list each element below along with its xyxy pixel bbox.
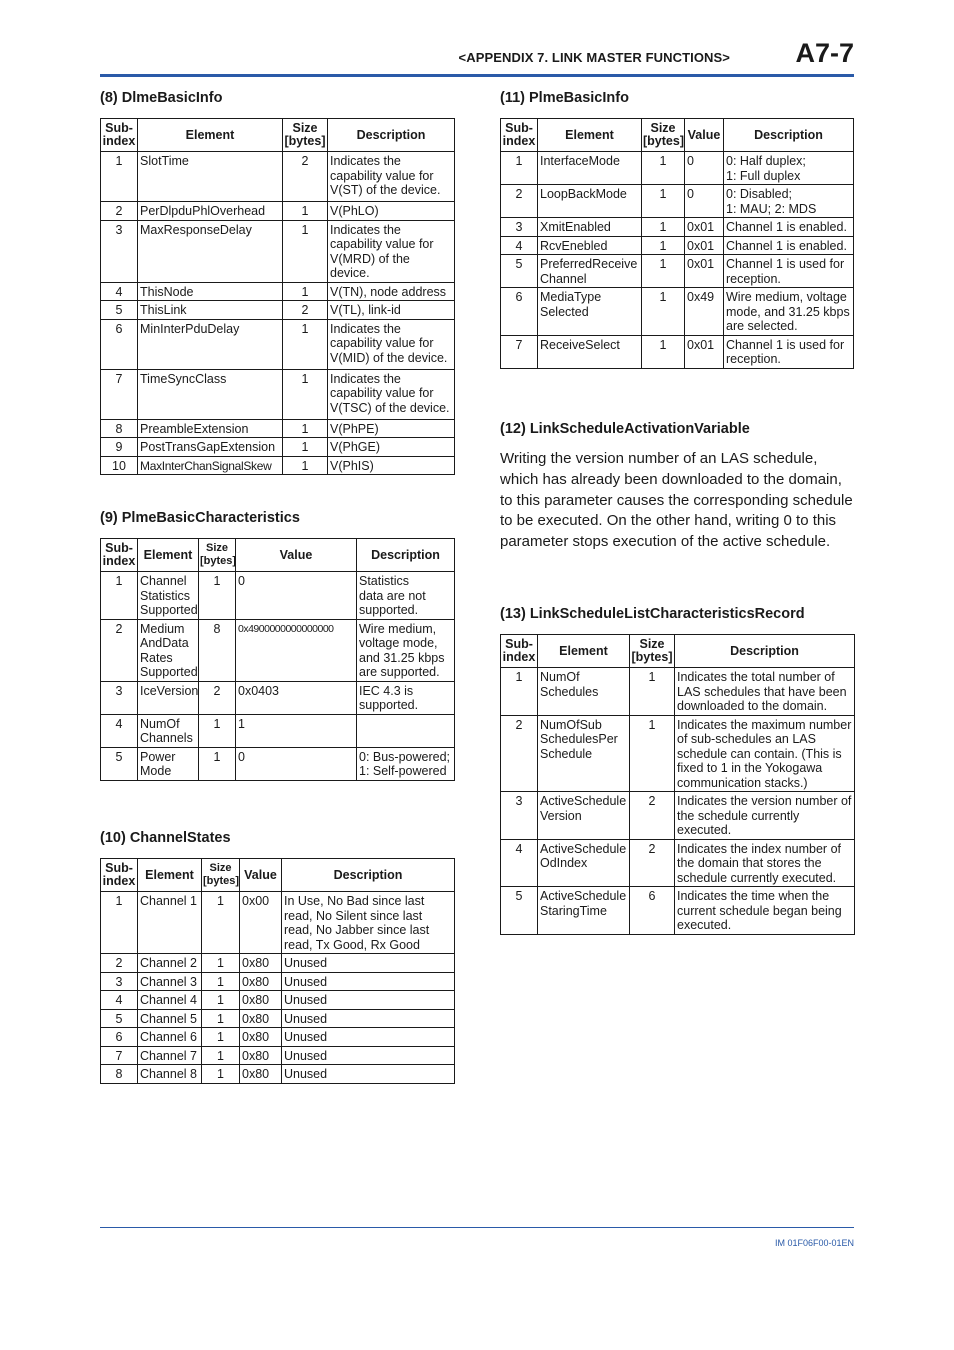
cell-element: ReceiveSelect [538, 335, 642, 368]
cell-sub-index: 5 [501, 887, 538, 935]
cell-sub-index: 6 [101, 319, 138, 369]
table-row [101, 220, 455, 282]
document-id: IM 01F06F00-01EN [774, 1238, 854, 1248]
header-description: Description [328, 119, 455, 152]
cell-size: 1 [642, 152, 685, 185]
table-row [101, 954, 455, 973]
cell-size: 2 [283, 152, 328, 202]
cell-sub-index: 2 [101, 954, 138, 973]
cell-size: 1 [283, 456, 328, 475]
header-rule [100, 74, 854, 77]
table-row [501, 255, 854, 288]
header-description: Description [357, 539, 455, 572]
cell-description: Indicates the version number of the schedule currently executed. [675, 792, 855, 840]
cell-description [357, 714, 455, 747]
cell-description: V(TL), link-id [328, 301, 455, 320]
table-row [101, 419, 455, 438]
cell-value: 0 [685, 185, 724, 218]
cell-sub-index: 4 [101, 282, 138, 301]
header-sub-index: Sub- index [101, 859, 138, 892]
cell-value: 0 [236, 572, 357, 620]
cell-element: ThisLink [138, 301, 283, 320]
cell-size: 1 [283, 369, 328, 419]
cell-value: 0x80 [240, 1028, 282, 1047]
table-row [101, 369, 455, 419]
cell-description: Indicates the capability value for V(TSC) of the device. [328, 369, 455, 419]
channel-states-table [100, 858, 455, 1084]
cell-description: Unused [282, 1065, 455, 1084]
cell-value: 0 [236, 747, 357, 780]
cell-value: 0x49 [685, 288, 724, 336]
table-row [101, 319, 455, 369]
cell-size: 1 [202, 972, 240, 991]
cell-value: 0x01 [685, 236, 724, 255]
cell-description: V(PhIS) [328, 456, 455, 475]
table-row [101, 152, 455, 202]
cell-element: MaxResponseDelay [138, 220, 283, 282]
cell-element: ThisNode [138, 282, 283, 301]
table-row [101, 1028, 455, 1047]
cell-description: Channel 1 is enabled. [724, 236, 854, 255]
cell-element: XmitEnabled [538, 218, 642, 237]
cell-element: IceVersion [138, 681, 199, 714]
header-sub-index: Sub- index [101, 119, 138, 152]
table-row [501, 715, 855, 792]
cell-element: SlotTime [138, 152, 283, 202]
cell-value: 0x80 [240, 1065, 282, 1084]
cell-sub-index: 3 [101, 681, 138, 714]
cell-sub-index: 6 [501, 288, 538, 336]
section-title-dlme-basic-info: (8) DlmeBasicInfo [100, 90, 223, 106]
cell-description: Wire medium, voltage mode, and 31.25 kbps are supported. [357, 619, 455, 681]
cell-description: Unused [282, 1028, 455, 1047]
table-header-row [101, 539, 455, 572]
cell-value: 0x0403 [236, 681, 357, 714]
cell-description: Indicates the capability value for V(ST) of the device. [328, 152, 455, 202]
cell-element: Channel 5 [138, 1009, 202, 1028]
cell-element: Channel 4 [138, 991, 202, 1010]
plme-basic-characteristics-table [100, 538, 455, 781]
cell-size: 1 [202, 1028, 240, 1047]
cell-size: 1 [202, 1065, 240, 1084]
cell-size: 1 [630, 715, 675, 792]
cell-element: ActiveSchedule Version [538, 792, 630, 840]
cell-description: Unused [282, 991, 455, 1010]
cell-size: 1 [283, 202, 328, 221]
table-row [101, 681, 455, 714]
cell-size: 1 [202, 1009, 240, 1028]
cell-value: 0x80 [240, 954, 282, 973]
cell-value: 0x80 [240, 991, 282, 1010]
table-row [101, 572, 455, 620]
cell-value: 0x80 [240, 1046, 282, 1065]
cell-size: 6 [630, 887, 675, 935]
header-sub-index: Sub- index [501, 635, 538, 668]
header-size: Size [bytes] [642, 119, 685, 152]
cell-size: 1 [199, 747, 236, 780]
cell-description: 0: Disabled; 1: MAU; 2: MDS [724, 185, 854, 218]
section-title-link-schedule-activation-variable: (12) LinkScheduleActivationVariable [500, 421, 750, 437]
cell-element: Channel 2 [138, 954, 202, 973]
table-row [101, 747, 455, 780]
cell-element: NumOf Schedules [538, 668, 630, 716]
cell-description: Channel 1 is used for reception. [724, 255, 854, 288]
cell-size: 1 [199, 714, 236, 747]
cell-sub-index: 5 [101, 1009, 138, 1028]
cell-description: Channel 1 is enabled. [724, 218, 854, 237]
cell-element: Channel 7 [138, 1046, 202, 1065]
cell-element: Channel Statistics Supported [138, 572, 199, 620]
cell-description: Indicates the capability value for V(MRD) of the device. [328, 220, 455, 282]
cell-sub-index: 4 [501, 839, 538, 887]
cell-element: ActiveSchedule OdIndex [538, 839, 630, 887]
cell-value: 1 [236, 714, 357, 747]
section-title-plme-basic-info: (11) PlmeBasicInfo [500, 90, 629, 106]
cell-description: Unused [282, 972, 455, 991]
cell-sub-index: 6 [101, 1028, 138, 1047]
header-description: Description [282, 859, 455, 892]
cell-size: 1 [283, 282, 328, 301]
cell-element: MaxInterChanSignalSkew [138, 456, 283, 475]
cell-size: 1 [642, 185, 685, 218]
cell-value: 0x80 [240, 972, 282, 991]
section-title-plme-basic-characteristics: (9) PlmeBasicCharacteristics [100, 510, 300, 526]
plme-basic-info-table [500, 118, 854, 369]
cell-element: RcvEnebled [538, 236, 642, 255]
section-title-channel-states: (10) ChannelStates [100, 830, 231, 846]
cell-size: 2 [199, 681, 236, 714]
table-row [101, 892, 455, 954]
cell-sub-index: 3 [501, 218, 538, 237]
header-element: Element [138, 119, 283, 152]
cell-description: Indicates the maximum number of sub-schedules an LAS schedule can contain. (This is fixed to 1 in the Yokogawa communication stacks.) [675, 715, 855, 792]
table-row [101, 1046, 455, 1065]
cell-sub-index: 9 [101, 438, 138, 457]
cell-value: 0x01 [685, 218, 724, 237]
header-element: Element [538, 635, 630, 668]
header-size: Size [bytes] [199, 539, 236, 572]
cell-description: 0: Half duplex; 1: Full duplex [724, 152, 854, 185]
header-size: Size [bytes] [202, 859, 240, 892]
cell-sub-index: 7 [101, 1046, 138, 1065]
cell-description: Indicates the index number of the domain that stores the schedule currently executed. [675, 839, 855, 887]
table-row [501, 792, 855, 840]
cell-description: V(PhPE) [328, 419, 455, 438]
cell-size: 1 [283, 438, 328, 457]
header-element: Element [138, 539, 199, 572]
cell-sub-index: 1 [501, 668, 538, 716]
cell-size: 2 [283, 301, 328, 320]
table-row [101, 456, 455, 475]
page-number: A7-7 [795, 38, 854, 68]
cell-element: Medium AndData Rates Supported [138, 619, 199, 681]
cell-size: 1 [202, 954, 240, 973]
header-value: Value [240, 859, 282, 892]
cell-size: 1 [642, 288, 685, 336]
header-description: Description [675, 635, 855, 668]
cell-sub-index: 5 [101, 747, 138, 780]
table-row [501, 668, 855, 716]
cell-element: InterfaceMode [538, 152, 642, 185]
cell-sub-index: 4 [101, 991, 138, 1010]
cell-element: Channel 6 [138, 1028, 202, 1047]
cell-sub-index: 1 [101, 572, 138, 620]
cell-element: MinInterPduDelay [138, 319, 283, 369]
cell-size: 2 [630, 792, 675, 840]
table-row [501, 288, 854, 336]
cell-sub-index: 7 [101, 369, 138, 419]
cell-size: 1 [202, 1046, 240, 1065]
table-row [501, 218, 854, 237]
cell-sub-index: 1 [501, 152, 538, 185]
cell-sub-index: 10 [101, 456, 138, 475]
cell-value: 0x01 [685, 335, 724, 368]
cell-sub-index: 3 [501, 792, 538, 840]
cell-description: Indicates the total number of LAS schedules that have been downloaded to the domain. [675, 668, 855, 716]
cell-description: V(PhGE) [328, 438, 455, 457]
table-row [101, 991, 455, 1010]
cell-description: In Use, No Bad since last read, No Silent since last read, No Jabber since last read, Tx Good, Rx Good [282, 892, 455, 954]
header-size: Size [bytes] [630, 635, 675, 668]
cell-sub-index: 8 [101, 419, 138, 438]
cell-size: 1 [642, 236, 685, 255]
table-row [101, 619, 455, 681]
table-row [501, 335, 854, 368]
cell-value: 0x4900000000000000 [236, 619, 357, 681]
cell-element: NumOf Channels [138, 714, 199, 747]
cell-sub-index: 8 [101, 1065, 138, 1084]
cell-element: MediaType Selected [538, 288, 642, 336]
table-row [501, 887, 855, 935]
section-title-link-schedule-list-characteristics-record: (13) LinkScheduleListCharacteristicsRecord [500, 606, 805, 622]
cell-sub-index: 3 [101, 972, 138, 991]
header-value: Value [685, 119, 724, 152]
table-header-row [501, 635, 855, 668]
table-row [501, 839, 855, 887]
table-row [501, 185, 854, 218]
cell-description: Unused [282, 1009, 455, 1028]
cell-value: 0x01 [685, 255, 724, 288]
header-element: Element [538, 119, 642, 152]
header-sub-index: Sub- index [501, 119, 538, 152]
cell-description: Wire medium, voltage mode, and 31.25 kbps are selected. [724, 288, 854, 336]
cell-size: 1 [642, 335, 685, 368]
table-row [101, 1009, 455, 1028]
cell-sub-index: 1 [101, 152, 138, 202]
cell-description: Unused [282, 954, 455, 973]
cell-size: 1 [202, 991, 240, 1010]
cell-description: V(TN), node address [328, 282, 455, 301]
cell-size: 1 [202, 892, 240, 954]
table-row [501, 152, 854, 185]
table-row [101, 301, 455, 320]
table-row [501, 236, 854, 255]
header-size: Size [bytes] [283, 119, 328, 152]
table-header-row [501, 119, 854, 152]
link-schedule-list-characteristics-table [500, 634, 855, 935]
cell-element: LoopBackMode [538, 185, 642, 218]
cell-description: Unused [282, 1046, 455, 1065]
header-value: Value [236, 539, 357, 572]
table-header-row [101, 859, 455, 892]
cell-description: Channel 1 is used for reception. [724, 335, 854, 368]
cell-size: 1 [642, 218, 685, 237]
header-element: Element [138, 859, 202, 892]
cell-size: 1 [199, 572, 236, 620]
cell-element: Power Mode [138, 747, 199, 780]
cell-sub-index: 5 [101, 301, 138, 320]
link-schedule-activation-paragraph: Writing the version number of an LAS schedule, which has already been downloaded to the domain, to this parameter causes the corresponding schedule to be executed. On the other hand, writing 0 to this parameter stops execution of the active schedule. [500, 450, 853, 551]
cell-size: 1 [630, 668, 675, 716]
cell-size: 8 [199, 619, 236, 681]
cell-size: 1 [283, 319, 328, 369]
cell-element: Channel 1 [138, 892, 202, 954]
cell-element: PerDlpduPhlOverhead [138, 202, 283, 221]
table-row [101, 438, 455, 457]
cell-value: 0x80 [240, 1009, 282, 1028]
cell-sub-index: 1 [101, 892, 138, 954]
table-row [101, 972, 455, 991]
cell-size: 1 [283, 220, 328, 282]
table-header-row [101, 119, 455, 152]
cell-description: Indicates the capability value for V(MID) of the device. [328, 319, 455, 369]
table-row [101, 282, 455, 301]
cell-sub-index: 2 [501, 185, 538, 218]
cell-value: 0x00 [240, 892, 282, 954]
cell-sub-index: 2 [101, 619, 138, 681]
cell-size: 1 [283, 419, 328, 438]
cell-description: Statistics data are not supported. [357, 572, 455, 620]
table-row [101, 714, 455, 747]
cell-description: V(PhLO) [328, 202, 455, 221]
cell-element: TimeSyncClass [138, 369, 283, 419]
cell-sub-index: 4 [101, 714, 138, 747]
header-sub-index: Sub- index [101, 539, 138, 572]
cell-element: NumOfSub SchedulesPer Schedule [538, 715, 630, 792]
dlme-basic-info-table [100, 118, 455, 475]
cell-element: PreambleExtension [138, 419, 283, 438]
running-header: <APPENDIX 7. LINK MASTER FUNCTIONS> [458, 50, 730, 65]
cell-sub-index: 2 [101, 202, 138, 221]
cell-sub-index: 3 [101, 220, 138, 282]
cell-description: Indicates the time when the current schedule began being executed. [675, 887, 855, 935]
table-row [101, 1065, 455, 1084]
cell-size: 2 [630, 839, 675, 887]
cell-element: PreferredReceive Channel [538, 255, 642, 288]
cell-value: 0 [685, 152, 724, 185]
cell-element: Channel 8 [138, 1065, 202, 1084]
cell-sub-index: 5 [501, 255, 538, 288]
cell-description: 0: Bus-powered; 1: Self-powered [357, 747, 455, 780]
header-description: Description [724, 119, 854, 152]
cell-sub-index: 4 [501, 236, 538, 255]
cell-element: PostTransGapExtension [138, 438, 283, 457]
cell-sub-index: 7 [501, 335, 538, 368]
cell-sub-index: 2 [501, 715, 538, 792]
cell-element: Channel 3 [138, 972, 202, 991]
cell-element: ActiveSchedule StaringTime [538, 887, 630, 935]
cell-size: 1 [642, 255, 685, 288]
table-row [101, 202, 455, 221]
footer-rule [100, 1227, 854, 1228]
cell-description: IEC 4.3 is supported. [357, 681, 455, 714]
